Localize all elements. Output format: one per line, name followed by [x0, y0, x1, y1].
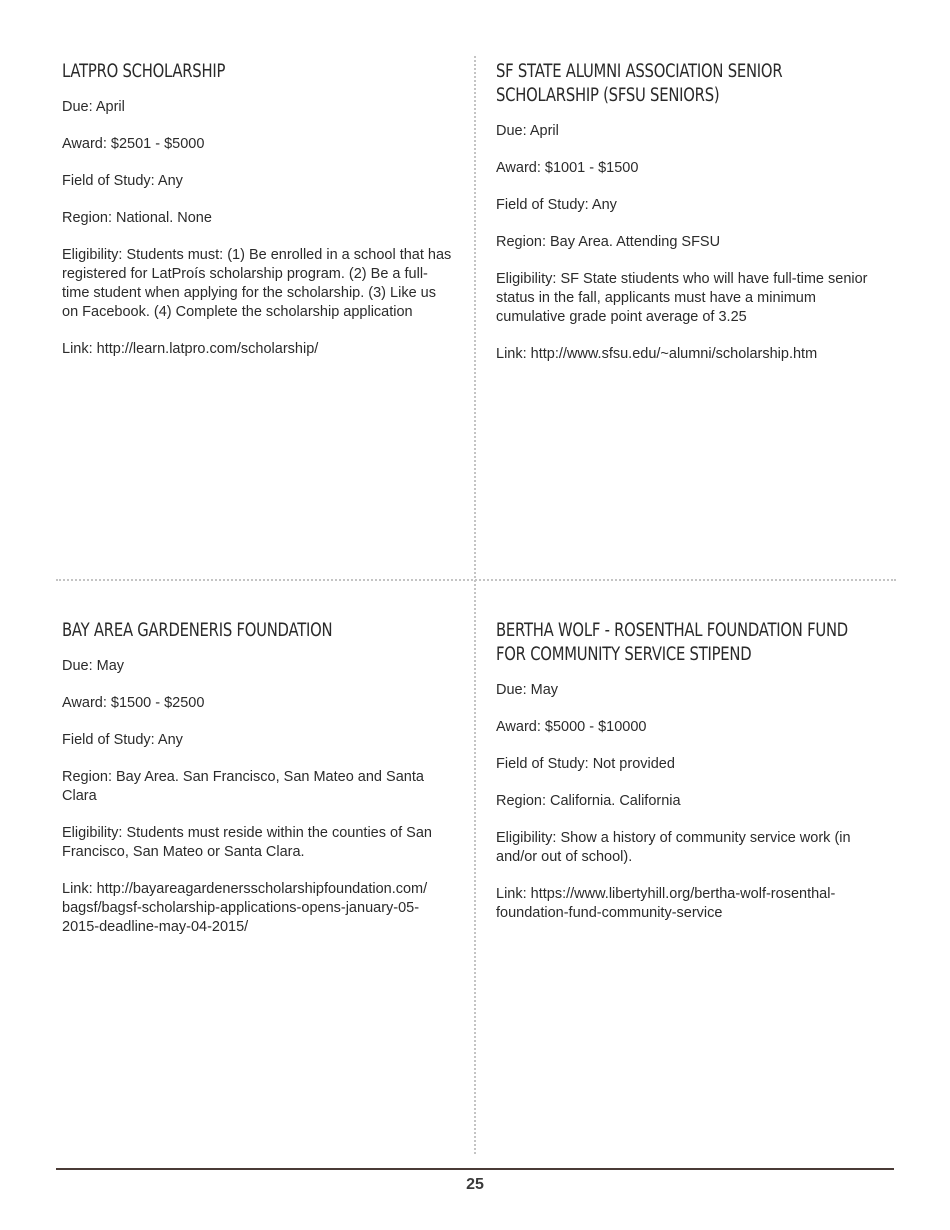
- link[interactable]: Link: https://www.libertyhill.org/bertha-wolf-rosenthal-foundation-fund-community-service: [496, 886, 836, 921]
- field-of-study: Field of Study: Any: [62, 173, 183, 189]
- due-date: Due: April: [62, 99, 125, 115]
- link[interactable]: Link: http://www.sfsu.edu/~alumni/scholarship.htm: [496, 346, 818, 362]
- field-of-study: Field of Study: Any: [62, 732, 183, 748]
- horizontal-dotted-divider: [56, 579, 896, 581]
- due-date: Due: May: [496, 682, 559, 698]
- scholarship-card-bertha-wolf: [496, 619, 870, 941]
- region: Region: Bay Area. Attending SFSU: [496, 234, 721, 250]
- award-amount: Award: $1500 - $2500: [62, 695, 205, 711]
- page-number: 25: [466, 1176, 484, 1193]
- region: Region: Bay Area. San Francisco, San Mateo and Santa Clara: [62, 769, 424, 804]
- scholarship-card-latpro: [62, 60, 454, 377]
- field-of-study: Field of Study: Not provided: [496, 756, 675, 772]
- scholarship-title: BAY AREA GARDENERIS FOUNDATION: [62, 620, 333, 641]
- eligibility: Eligibility: Students must reside within the counties of San Francisco, San Mateo or Santa Clara.: [62, 825, 432, 860]
- award-amount: Award: $5000 - $10000: [496, 719, 647, 735]
- scholarship-title: LATPRO SCHOLARSHIP: [62, 61, 226, 82]
- due-date: Due: April: [496, 123, 559, 139]
- scholarship-card-sf-state-alumni: [496, 60, 870, 382]
- scholarship-title: BERTHA WOLF - ROSENTHAL FOUNDATION FUND FOR COMMUNITY SERVICE STIPEND: [496, 620, 848, 665]
- scholarship-title: SF STATE ALUMNI ASSOCIATION SENIOR SCHOLARSHIP (SFSU SENIORS): [496, 61, 783, 106]
- eligibility: Eligibility: SF State stiudents who will have full-time senior status in the fall, applicants must have a minimum cumulative grade point average of 3.25: [496, 271, 868, 325]
- link[interactable]: Link: http://learn.latpro.com/scholarship/: [62, 341, 319, 357]
- link[interactable]: Link: http://bayareagardenersscholarshipfoundation.com/ bagsf/bagsf-scholarship-applications-opens-january-05-2015-deadline-may-04-2015/: [62, 881, 428, 935]
- region: Region: California. California: [496, 793, 681, 809]
- eligibility: Eligibility: Show a history of community service work (in and/or out of school).: [496, 830, 851, 865]
- award-amount: Award: $2501 - $5000: [62, 136, 205, 152]
- award-amount: Award: $1001 - $1500: [496, 160, 639, 176]
- eligibility: Eligibility: Students must: (1) Be enrolled in a school that has registered for LatProís scholarship program. (2) Be a full-time student when applying for the scholarship. (3) Like us on Facebook. (4) Complete the scholarship application: [62, 247, 452, 320]
- due-date: Due: May: [62, 658, 125, 674]
- scholarship-card-bay-area-gardeners: [62, 619, 454, 955]
- field-of-study: Field of Study: Any: [496, 197, 617, 213]
- vertical-dotted-divider: [474, 56, 476, 1154]
- footer-rule: [56, 1168, 894, 1170]
- region: Region: National. None: [62, 210, 212, 226]
